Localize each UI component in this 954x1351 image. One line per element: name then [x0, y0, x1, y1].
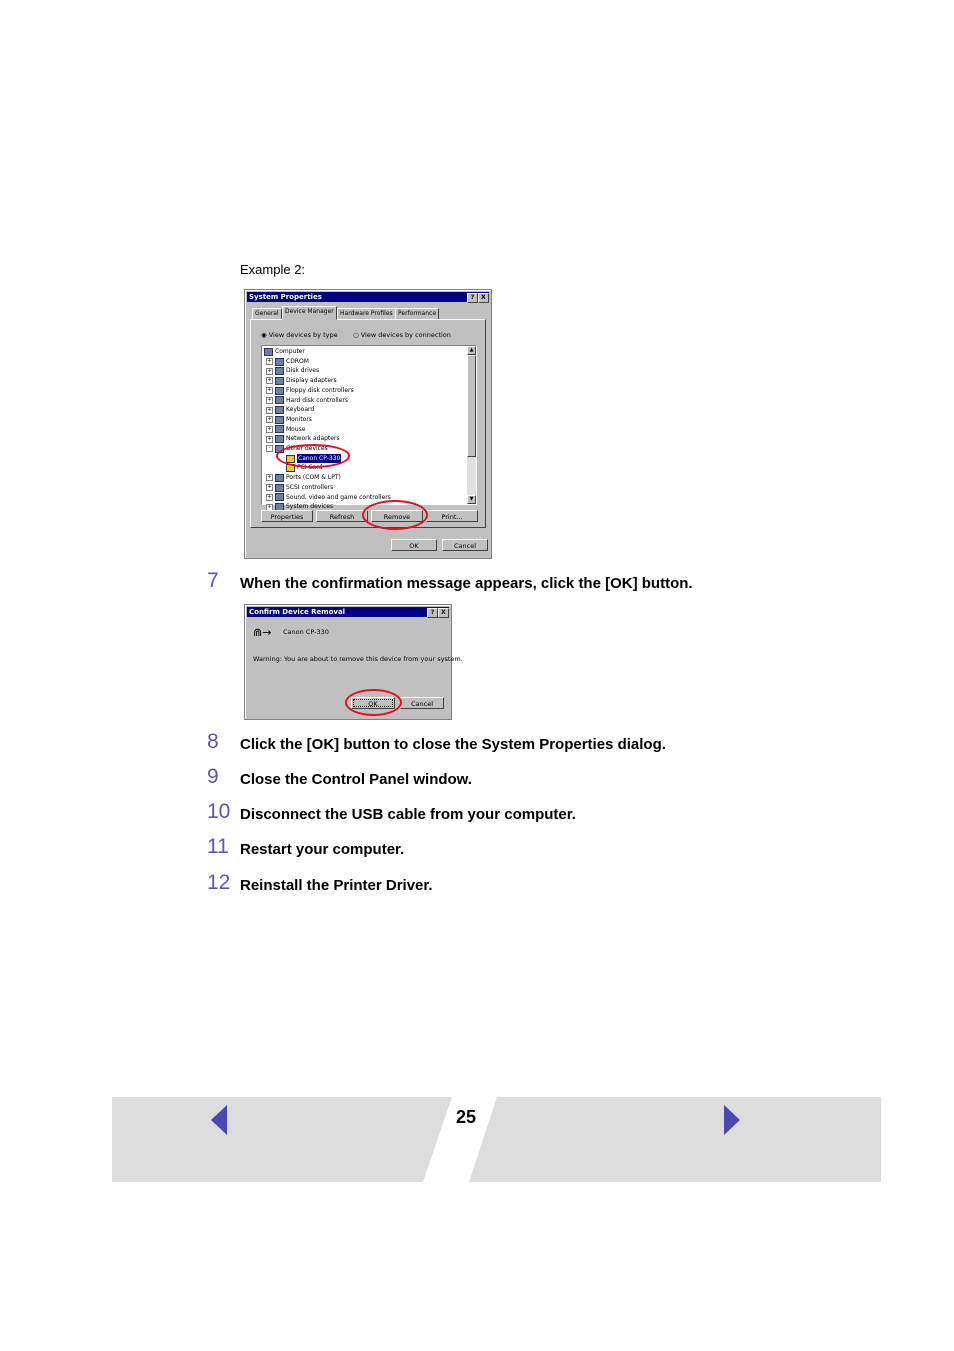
tree-item-label: Computer [275, 348, 305, 355]
tree-item-label: Hard disk controllers [286, 396, 348, 404]
step-11-number: 11 [207, 835, 229, 858]
expand-icon[interactable]: + [267, 396, 272, 403]
previous-page-arrow-icon[interactable] [211, 1105, 227, 1135]
properties-button[interactable]: Properties [261, 510, 313, 522]
tree-item-label: System devices [286, 503, 334, 511]
example-label: Example 2: [240, 262, 306, 277]
expand-icon[interactable]: + [267, 425, 272, 432]
step-7-number: 7 [207, 569, 219, 592]
next-page-arrow-icon[interactable] [724, 1105, 740, 1135]
tab-device-manager[interactable]: Device Manager [282, 306, 337, 320]
tab-performance[interactable]: Performance [395, 308, 439, 320]
step-8-text: Click the [OK] button to close the System Properties dialog. [240, 736, 666, 753]
confirm-removal-title: Confirm Device Removal [249, 608, 346, 616]
tree-item-label: Floppy disk controllers [286, 386, 354, 394]
expand-icon[interactable]: + [267, 377, 272, 384]
tree-item-label: PCI Card [297, 464, 323, 472]
confirm-help-button[interactable]: ? [427, 608, 438, 618]
tab-general[interactable]: General [252, 308, 282, 320]
expand-icon[interactable]: + [267, 435, 272, 442]
help-button[interactable]: ? [467, 293, 478, 303]
expand-icon[interactable]: + [267, 416, 272, 423]
expand-icon[interactable]: + [267, 406, 272, 413]
radio-view-by-connection[interactable]: ○ View devices by connection [353, 331, 451, 339]
usb-icon: ⋒→ [253, 626, 272, 639]
radio-selected-icon: ◉ [261, 331, 267, 339]
sys-ok-button[interactable]: OK [391, 539, 437, 551]
expand-icon[interactable]: + [267, 474, 272, 481]
tree-item-label: Canon CP-330 [298, 454, 341, 462]
step-7-text: When the confirmation message appears, click the [OK] button. [240, 575, 693, 592]
print-button[interactable]: Print... [426, 510, 478, 522]
step-11-text: Restart your computer. [240, 841, 405, 858]
tab-hardware-profiles[interactable]: Hardware Profiles [337, 308, 396, 320]
expand-icon[interactable]: + [267, 358, 272, 365]
expand-icon[interactable]: + [267, 367, 272, 374]
confirm-close-button[interactable]: X [438, 608, 449, 618]
tree-item-label: SCSI controllers [286, 483, 334, 491]
tree-item-label: Mouse [286, 425, 306, 433]
scroll-down-arrow-icon[interactable]: ▼ [467, 495, 476, 504]
tree-item-label: CDROM [286, 357, 309, 365]
radio-empty-icon: ○ [353, 331, 359, 339]
step-8-number: 8 [207, 730, 219, 753]
radio-view-by-type[interactable]: ◉ View devices by type [261, 331, 338, 339]
step-12-text: Reinstall the Printer Driver. [240, 877, 433, 894]
system-properties-title: System Properties [249, 293, 322, 301]
confirm-cancel-button[interactable]: Cancel [400, 697, 444, 709]
footer-band-left [112, 1097, 452, 1182]
remove-button[interactable]: Remove [371, 510, 423, 522]
tree-item-label: Keyboard [286, 406, 315, 414]
expand-icon[interactable]: + [267, 484, 272, 491]
tree-item-label: Monitors [286, 415, 312, 423]
step-12-number: 12 [207, 871, 231, 894]
refresh-button[interactable]: Refresh [316, 510, 368, 522]
tree-item-label: Network adapters [286, 435, 340, 443]
expand-icon[interactable]: + [267, 493, 272, 500]
tree-item-label: Display adapters [286, 377, 337, 385]
tree-item-label: Ports (COM & LPT) [286, 474, 341, 482]
step-9-text: Close the Control Panel window. [240, 771, 472, 788]
tree-item-label: Sound, video and game controllers [286, 493, 391, 501]
tree-item-label: Other devices [286, 445, 328, 452]
close-button[interactable]: X [478, 293, 489, 303]
step-9-number: 9 [207, 765, 219, 788]
sys-cancel-button[interactable]: Cancel [442, 539, 488, 551]
expand-icon[interactable]: + [267, 387, 272, 394]
confirm-ok-button[interactable]: OK [351, 697, 395, 709]
collapse-icon[interactable]: - [266, 445, 273, 452]
step-10-number: 10 [207, 800, 231, 823]
expand-icon[interactable]: + [267, 503, 272, 510]
scroll-up-arrow-icon[interactable]: ▲ [467, 346, 476, 355]
tree-item-label: Disk drives [286, 367, 320, 375]
confirm-warning-text: Warning: You are about to remove this device from your system. [253, 655, 463, 663]
step-10-text: Disconnect the USB cable from your computer. [240, 806, 576, 823]
page-number: 25 [456, 1107, 477, 1127]
confirm-device-name: Canon CP-330 [283, 628, 329, 636]
footer-band-right [469, 1097, 881, 1182]
